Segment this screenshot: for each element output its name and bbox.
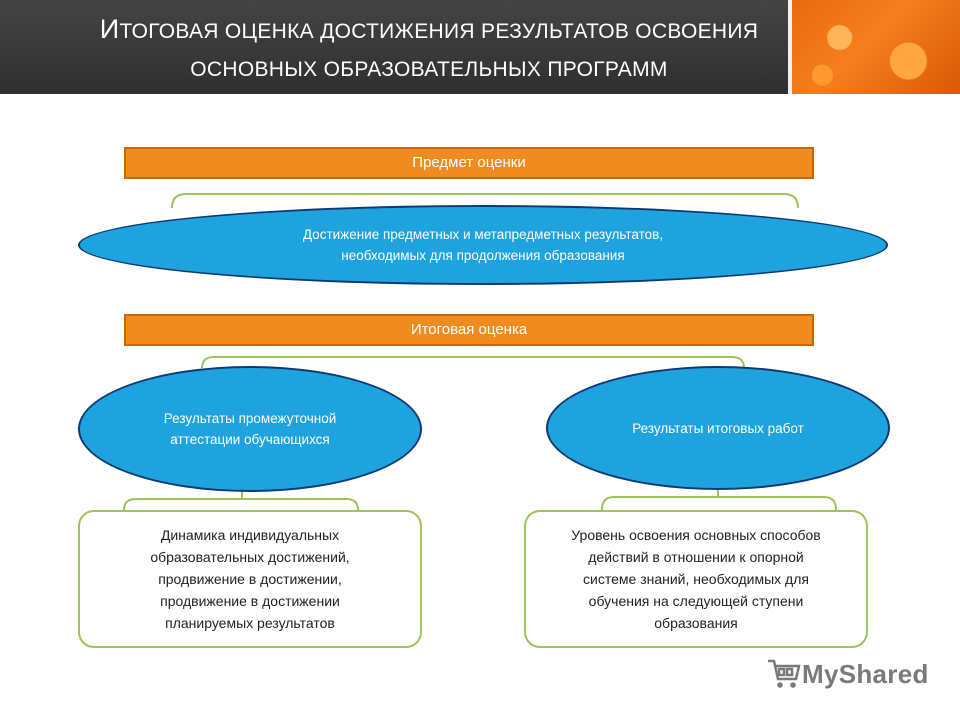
final-assessment-bar <box>124 314 814 346</box>
dynamics-box-line: продвижение в достижении <box>160 593 340 609</box>
final-works-oval-label: Результаты итоговых работ <box>632 420 804 436</box>
dynamics-box-line: планируемых результатов <box>165 615 335 631</box>
bracket-right <box>602 497 836 510</box>
title-first-letter: И <box>99 14 120 44</box>
intermediate-results-oval <box>78 366 422 492</box>
mastery-box-line: Уровень освоения основных способов <box>571 527 821 543</box>
mastery-box-line: образования <box>654 615 738 631</box>
mastery-box-line: действий в отношении к опорной <box>588 549 804 565</box>
subject-bar <box>124 147 814 179</box>
slide-title-line2: ОСНОВНЫХ ОБРАЗОВАТЕЛЬНЫХ ПРОГРАММ <box>190 58 668 81</box>
final-assessment-bar-label: Итоговая оценка <box>410 321 528 338</box>
subject-oval <box>78 205 888 285</box>
subject-oval-line2: необходимых для продолжения образования <box>341 248 625 263</box>
title-rest-line1: ТОГОВАЯ ОЦЕНКА ДОСТИЖЕНИЯ РЕЗУЛЬТАТОВ ОСВОЕНИЯ <box>119 20 759 43</box>
intermediate-oval-line1: Результаты промежуточной <box>163 411 337 426</box>
cart-icon <box>766 657 802 691</box>
mastery-box-line: обучения на следующей ступени <box>588 593 804 609</box>
dynamics-box <box>78 510 422 648</box>
intermediate-oval-line2: аттестации обучающихся <box>170 432 330 447</box>
subject-oval-line1: Достижение предметных и метапредметных результатов, <box>302 227 664 242</box>
dynamics-box-line: Динамика индивидуальных <box>160 527 340 543</box>
dynamics-box-line: образовательных достижений, <box>150 549 350 565</box>
logo-text: MyShared <box>802 658 929 689</box>
myshared-logo <box>766 656 929 692</box>
mastery-box-line: системе знаний, необходимых для <box>583 571 809 587</box>
mastery-level-box <box>524 510 868 648</box>
final-works-oval <box>546 366 890 490</box>
bracket-left <box>124 499 358 510</box>
subject-bar-label: Предмет оценки <box>412 154 526 171</box>
dynamics-box-line: продвижение в достижении, <box>158 571 342 587</box>
